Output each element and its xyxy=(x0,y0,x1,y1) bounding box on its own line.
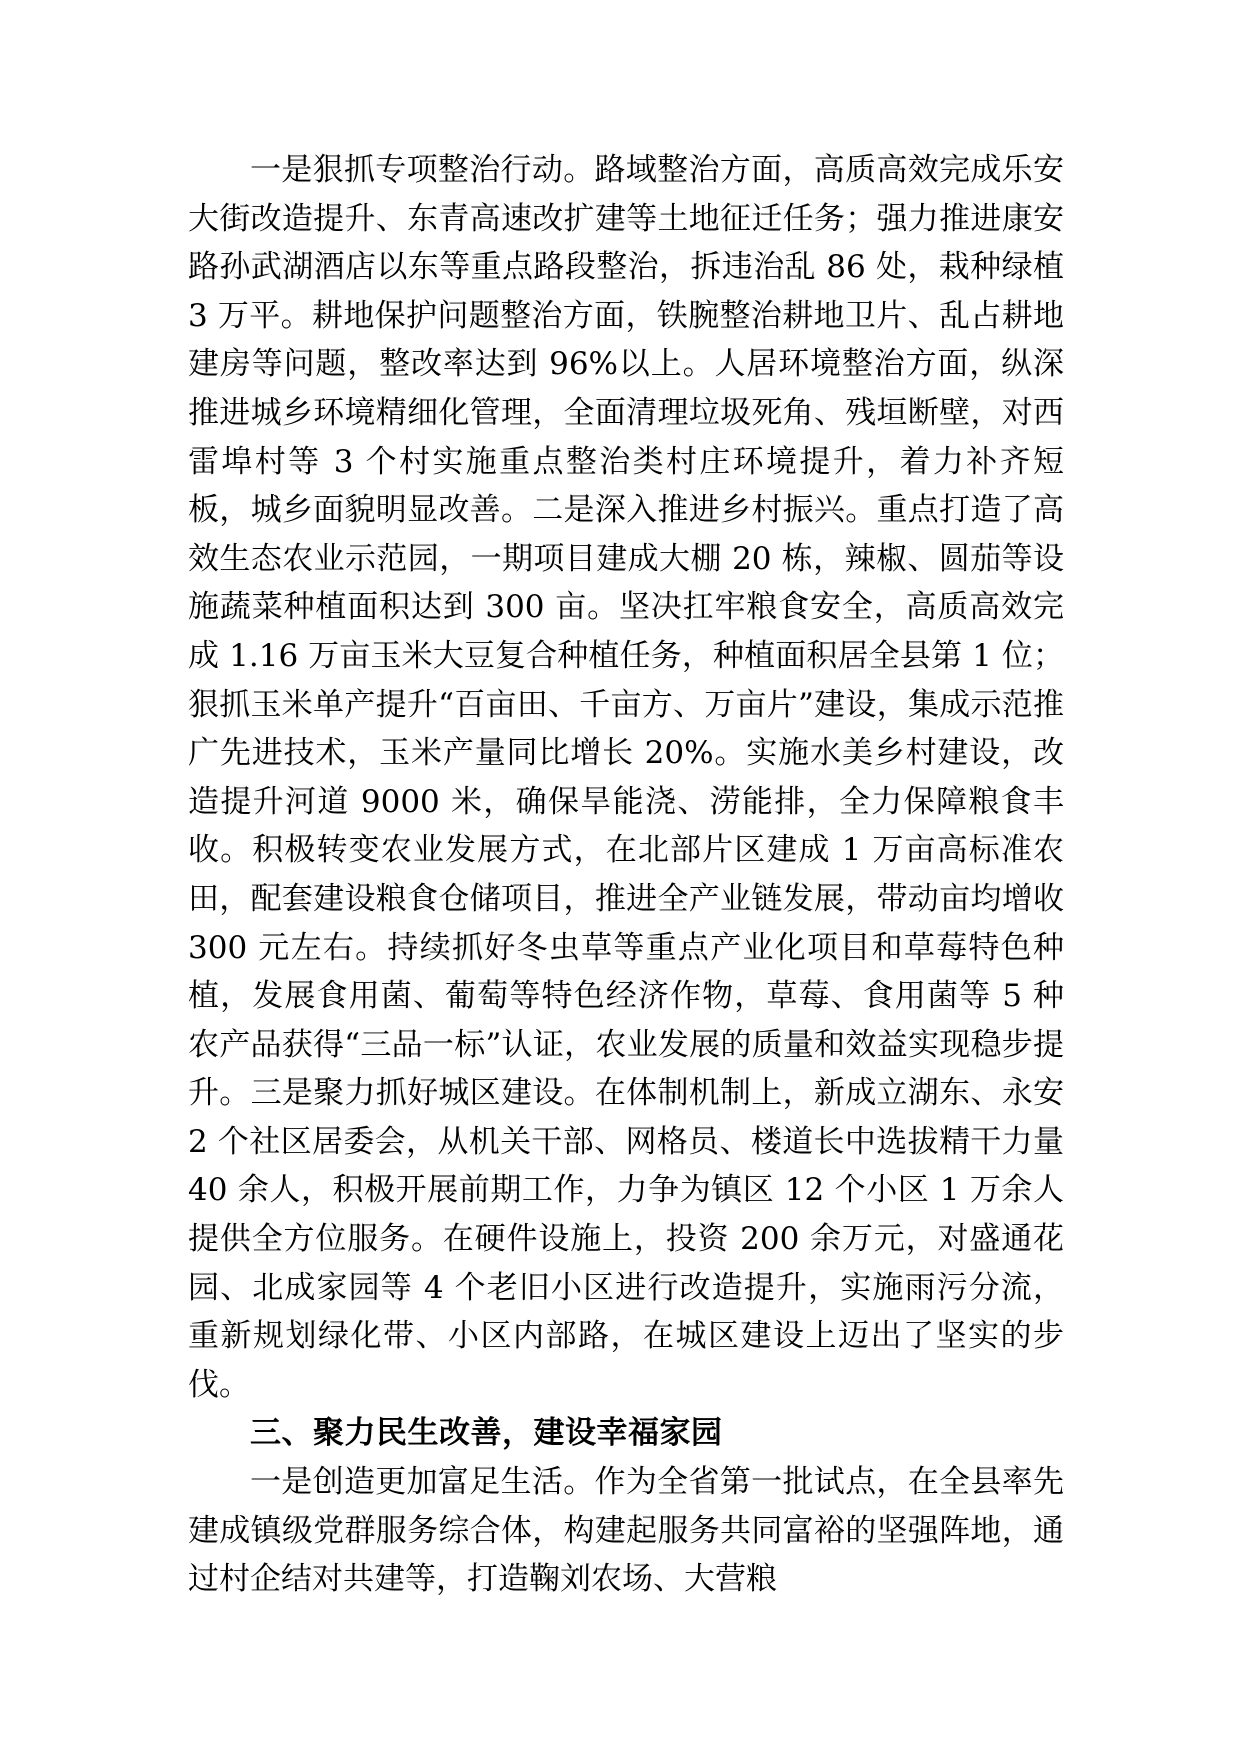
section-paragraph: 一是创造更加富足生活。作为全省第一批试点，在全县率先建成镇级党群服务综合体，构建起服务共同富裕的坚强阵地，通过村企结对共建等，打造鞠刘农场、大营粮 xyxy=(188,1464,1064,1598)
document-body xyxy=(188,146,1064,1604)
body-paragraph: 一是狠抓专项整治行动。路域整治方面，高质高效完成乐安大街改造提升、东青高速改扩建等土地征迁任务；强力推进康安路孙武湖酒店以东等重点路段整治，拆违治乱 86 处，栽种绿植 3 万平。耕地保护问题整治方面，铁腕整治耕地卫片、乱占耕地建房等问题，整改率达到 96%以上。人居环境整治方面，纵深推进城乡环境精细化管理，全面清理垃圾死角、残垣断壁，对西雷埠村等 3 个村实施重点整治类村庄环境提升，着力补齐短板，城乡面貌明显改善。二是深入推进乡村振兴。重点打造了高效生态农业示范园，一期项目建成大棚 20 栋，辣椒、圆茄等设施蔬菜种植面积达到 300 亩。坚决扛牢粮食安全，高质高效完成 1.16 万亩玉米大豆复合种植任务，种植面积居全县第 1 位；狠抓玉米单产提升“百亩田、千亩方、万亩片”建设，集成示范推广先进技术，玉米产量同比增长 20%。实施水美乡村建设，改造提升河道 9000 米，确保旱能浇、涝能排，全力保障粮食丰收。积极转变农业发展方式，在北部片区建成 1 万亩高标准农田，配套建设粮食仓储项目，推进全产业链发展，带动亩均增收 300 元左右。持续抓好冬虫草等重点产业化项目和草莓特色种植，发展食用菌、葡萄等特色经济作物，草莓、食用菌等 5 种农产品获得“三品一标”认证，农业发展的质量和效益实现稳步提升。三是聚力抓好城区建设。在体制机制上，新成立湖东、永安 2 个社区居委会，从机关干部、网格员、楼道长中选拔精干力量 40 余人，积极开展前期工作，力争为镇区 12 个小区 1 万余人提供全方位服务。在硬件设施上，投资 200 余万元，对盛通花园、北成家园等 4 个老旧小区进行改造提升，实施雨污分流，重新规划绿化带、小区内部路，在城区建设上迈出了坚实的步伐。 xyxy=(188,152,1064,1403)
section-heading: 三、聚力民生改善，建设幸福家园 xyxy=(250,1415,723,1452)
